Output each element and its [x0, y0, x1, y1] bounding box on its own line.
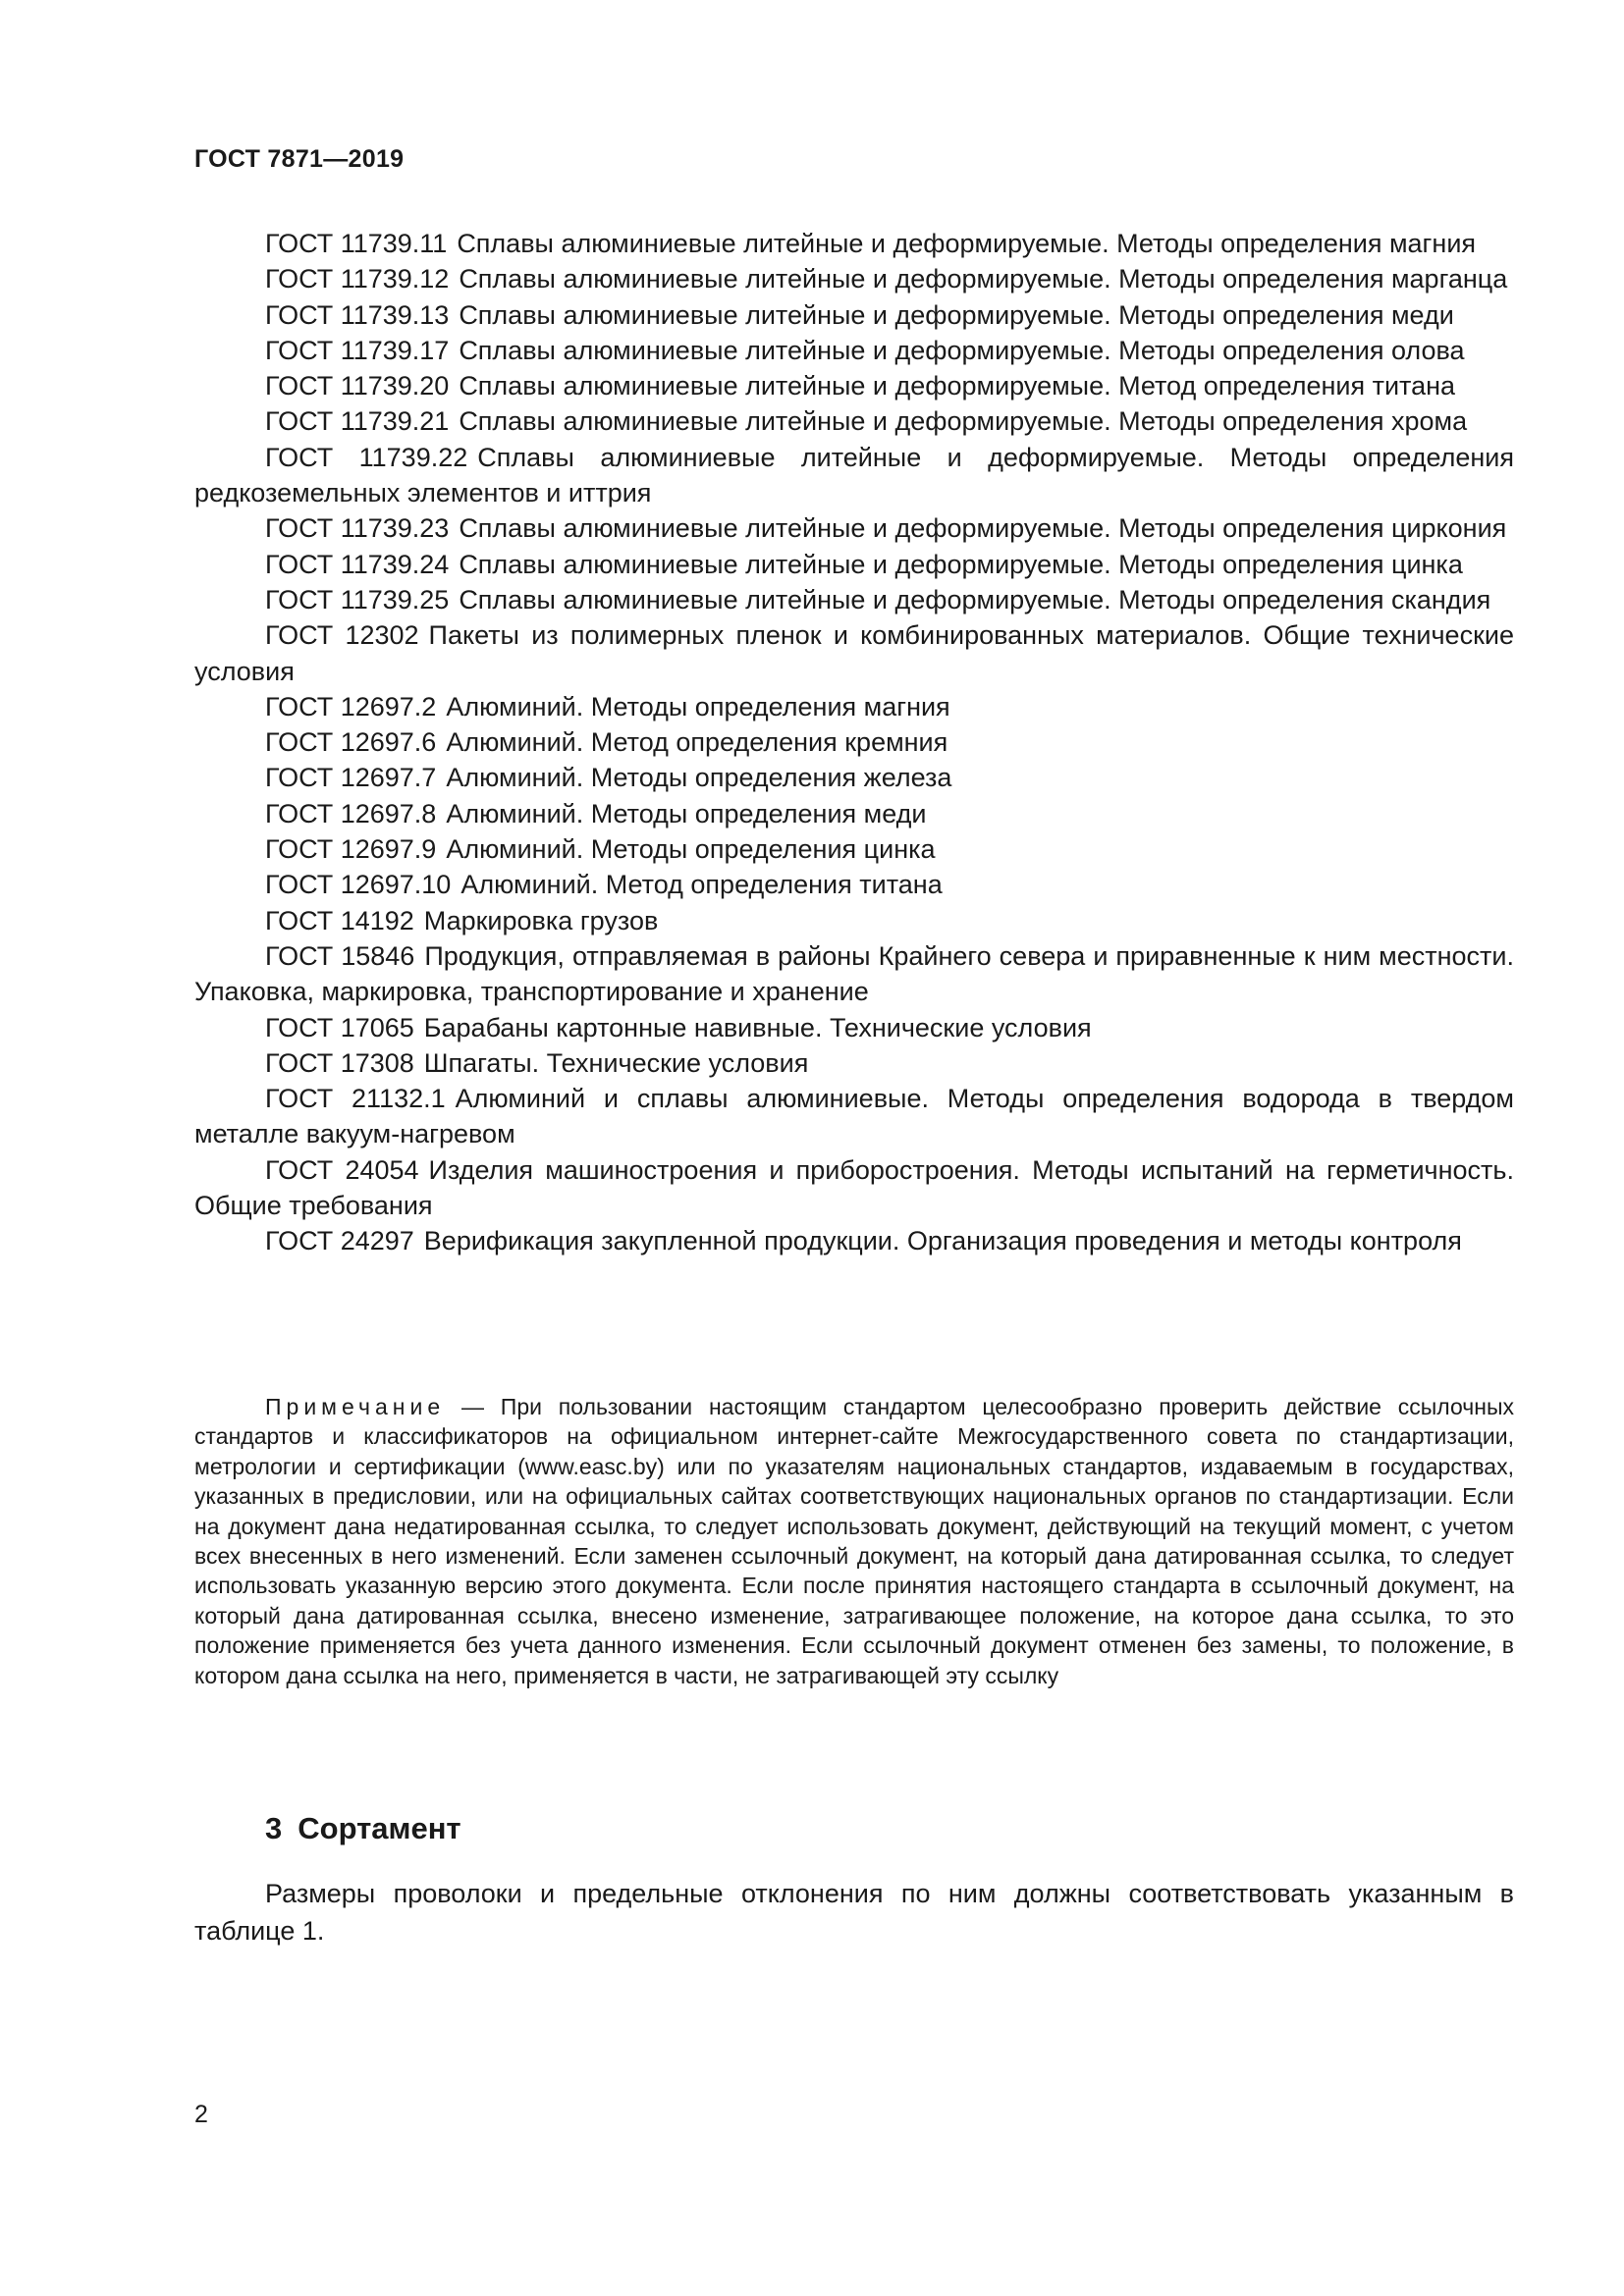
reference-code: ГОСТ 11739.24	[265, 549, 450, 579]
reference-code: ГОСТ 12697.9	[265, 834, 437, 865]
reference-code: ГОСТ 11739.23	[265, 513, 450, 544]
reference-title: Сплавы алюминиевые литейные и деформируемые. Методы определения меди	[459, 299, 1454, 330]
reference-title: Алюминий. Методы определения цинка	[446, 834, 936, 865]
reference-code: ГОСТ 21132.1	[265, 1084, 446, 1114]
note-text: — При пользовании настоящим стандартом целесообразно проверить действие ссылочных стандартов и классификаторов на официальном интернет-сайте Межгосударственного совета по стандартизации, метрологии и сертификации (www.easc.by) или по указателям национальных стандартов, издаваемым в государствах, указанных в предисловии, или на официальных сайтах соответствующих национальных органов по стандартизации. Если на документ дана недатированная ссылка, то следует использовать документ, действующий на текущий момент, с учетом всех внесенных в него изменений. Если заменен ссылочный документ, на который дана датированная ссылка, то следует использовать указанную версию этого документа. Если после принятия настоящего стандарта в ссылочный документ, на который дана датированная ссылка, внесено изменение, затрагивающее положение, на которое дана ссылка, то это положение применяется без учета данного изменения. Если ссылочный документ отменен без замены, то положение, в котором дана ссылка на него, применяется в части, не затрагивающей эту ссылку	[194, 1394, 1514, 1688]
reference-code: ГОСТ 15846	[265, 940, 415, 971]
reference-title: Сплавы алюминиевые литейные и деформируемые. Методы определения редкоземельных элементов и иттрия	[194, 442, 1515, 508]
reference-code: ГОСТ 12302	[265, 620, 419, 651]
reference-code: ГОСТ 11739.11	[265, 229, 448, 258]
section-body	[194, 1875, 1514, 1949]
reference-code: ГОСТ 24297	[265, 1226, 414, 1256]
reference-code: ГОСТ 11739.12	[265, 264, 450, 294]
reference-item	[194, 582, 1514, 617]
reference-code: ГОСТ 11739.22	[265, 442, 468, 472]
reference-title: Сплавы алюминиевые литейные и деформируемые. Методы определения хрома	[459, 406, 1468, 437]
reference-item	[194, 226, 1514, 261]
note-label: Примечание	[265, 1394, 446, 1419]
reference-item	[194, 1223, 1514, 1258]
reference-item	[194, 1081, 1514, 1152]
reference-item	[194, 510, 1514, 546]
note-block	[194, 1392, 1514, 1690]
reference-code: ГОСТ 11739.13	[265, 299, 450, 330]
page-number: 2	[194, 2101, 208, 2128]
reference-title: Сплавы алюминиевые литейные и деформируемые. Методы определения марганца	[459, 264, 1508, 294]
reference-item	[194, 547, 1514, 582]
reference-item	[194, 1152, 1514, 1224]
reference-item	[194, 333, 1514, 368]
reference-code: ГОСТ 12697.2	[265, 691, 437, 721]
reference-code: ГОСТ 11739.25	[265, 584, 450, 614]
reference-code: ГОСТ 24054	[265, 1154, 419, 1185]
reference-title: Продукция, отправляемая в районы Крайнего севера и приравненные к ним местности. Упаковка, маркировка, транспортирование и хранение	[194, 940, 1514, 1007]
reference-title: Пакеты из полимерных пленок и комбинированных материалов. Общие технические условия	[194, 620, 1514, 686]
reference-item	[194, 903, 1514, 938]
reference-item	[194, 867, 1514, 902]
reference-title: Алюминий. Метод определения кремния	[446, 727, 948, 758]
reference-code: ГОСТ 11739.20	[265, 371, 450, 401]
reference-title: Шпагаты. Технические условия	[423, 1047, 809, 1078]
reference-item	[194, 297, 1514, 333]
section-title: Сортамент	[298, 1811, 461, 1845]
reference-item	[194, 938, 1514, 1010]
reference-title: Изделия машиностроения и приборостроения. Методы испытаний на герметичность. Общие требования	[194, 1154, 1514, 1221]
reference-item	[194, 724, 1514, 760]
reference-title: Сплавы алюминиевые литейные и деформируемые. Методы определения цинка	[459, 549, 1463, 579]
note-paragraph	[194, 1392, 1514, 1690]
reference-title: Сплавы алюминиевые литейные и деформируемые. Метод определения титана	[459, 371, 1456, 401]
document-header: ГОСТ 7871—2019	[194, 145, 405, 173]
section-number: 3	[265, 1811, 283, 1845]
reference-item	[194, 368, 1514, 403]
reference-item	[194, 831, 1514, 867]
normative-references-list	[194, 226, 1514, 1259]
reference-item	[194, 689, 1514, 724]
reference-code: ГОСТ 12697.6	[265, 727, 437, 758]
reference-title: Маркировка грузов	[423, 905, 659, 935]
reference-title: Барабаны картонные навивные. Технические условия	[423, 1012, 1092, 1042]
reference-title: Сплавы алюминиевые литейные и деформируемые. Методы определения олова	[459, 335, 1465, 365]
reference-title: Сплавы алюминиевые литейные и деформируемые. Методы определения скандия	[459, 584, 1491, 614]
reference-title: Алюминий. Методы определения железа	[446, 763, 952, 793]
reference-code: ГОСТ 11739.21	[265, 406, 450, 437]
reference-code: ГОСТ 12697.7	[265, 763, 437, 793]
section-paragraph: Размеры проволоки и предельные отклонения по ним должны соответствовать указанным в таблице 1.	[194, 1879, 1514, 1946]
reference-item	[194, 617, 1514, 689]
reference-title: Алюминий. Метод определения титана	[460, 870, 943, 900]
reference-item	[194, 760, 1514, 795]
reference-code: ГОСТ 17065	[265, 1012, 414, 1042]
reference-code: ГОСТ 11739.17	[265, 335, 450, 365]
reference-title: Алюминий и сплавы алюминиевые. Методы определения водорода в твердом металле вакуум-нагревом	[194, 1084, 1514, 1149]
reference-item	[194, 440, 1514, 511]
reference-item	[194, 1010, 1514, 1045]
reference-title: Алюминий. Методы определения магния	[446, 691, 950, 721]
reference-code: ГОСТ 14192	[265, 905, 414, 935]
reference-item	[194, 403, 1514, 439]
reference-title: Сплавы алюминиевые литейные и деформируемые. Методы определения циркония	[459, 513, 1507, 544]
reference-item	[194, 796, 1514, 831]
reference-item	[194, 261, 1514, 296]
section-heading	[265, 1811, 461, 1846]
reference-title: Алюминий. Методы определения меди	[446, 798, 927, 828]
reference-item	[194, 1045, 1514, 1081]
reference-code: ГОСТ 12697.10	[265, 870, 452, 900]
reference-code: ГОСТ 17308	[265, 1047, 414, 1078]
reference-title: Сплавы алюминиевые литейные и деформируемые. Методы определения магния	[457, 229, 1477, 258]
reference-title: Верификация закупленной продукции. Организация проведения и методы контроля	[423, 1226, 1462, 1256]
reference-code: ГОСТ 12697.8	[265, 798, 437, 828]
